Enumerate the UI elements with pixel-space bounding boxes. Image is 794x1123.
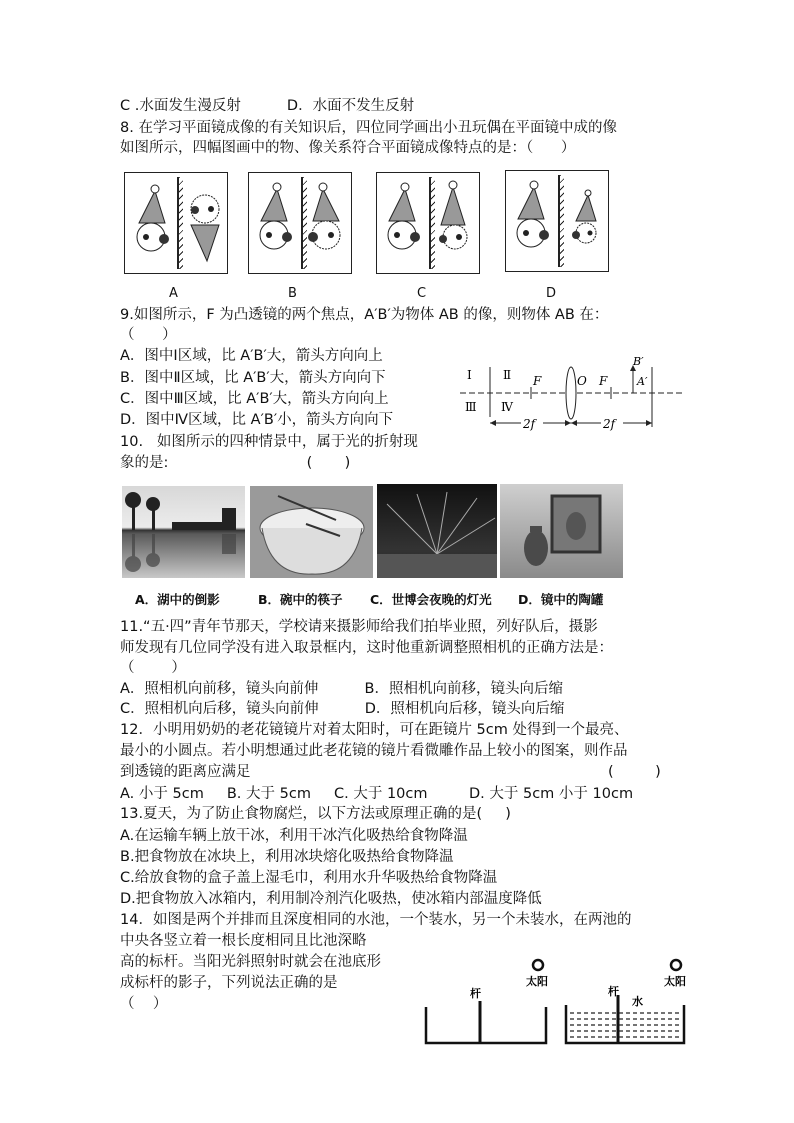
image-base-label: A′ xyxy=(637,375,648,388)
pole-label-right: 杆 xyxy=(608,985,619,998)
caption-a: A．湖中的倒影 xyxy=(135,592,220,607)
q11-stem-line2: 师发现有几位同学没有进入取景框内，这时他重新调整照相机的正确方法是： xyxy=(120,640,613,656)
q8-label-c: C xyxy=(417,286,427,301)
q14-stem-line3: 高的标杆。当阳光斜照射时就会在池底形 xyxy=(120,954,381,970)
q10-stem-line1: 10. 如图所示的四种情景中，属于光的折射现 xyxy=(120,434,418,450)
clown-object-icon xyxy=(137,185,169,251)
twof-right-label: 2f xyxy=(603,417,616,431)
q14-stem-line2: 中央各竖立着一根长度相同且比池深略 xyxy=(120,933,367,949)
q8-label-b: B xyxy=(288,286,297,301)
q8-stem-line2: 如图所示，四幅图画中的物、像关系符合平面镜成像特点的是：（ ） xyxy=(120,140,576,156)
q12-bracket: ( ) xyxy=(608,764,661,780)
q14-stem-line4: 成标杆的影子，下列说法正确的是 xyxy=(120,975,338,991)
q9-stem-line2: （ ） xyxy=(120,327,177,343)
q9-stem-line1: 9.如图所示，F 为凸透镜的两个焦点，A′B′为物体 AB 的像，则物体 AB 在： xyxy=(120,307,609,323)
q13-option-b: B.把食物放在冰块上，利用冰块熔化吸热给食物降温 xyxy=(120,849,454,865)
q12-stem-line3: 到透镜的距离应满足 xyxy=(120,764,251,780)
q9-option-c: C．图中Ⅲ区域，比 A′B′大，箭头方向向上 xyxy=(120,391,389,407)
q13-option-a: A.在运输车辆上放干冰，利用干冰汽化吸热给食物降温 xyxy=(120,828,468,844)
image-top-label: B′ xyxy=(633,355,644,368)
q8-figure-d xyxy=(505,170,609,272)
caption-c: C．世博会夜晚的灯光 xyxy=(370,592,492,607)
sun-label-right: 太阳 xyxy=(664,975,686,988)
q11-stem-line1: 11.“五·四”青年节那天，学校请来摄影师给我们拍毕业照，列好队后，摄影 xyxy=(120,619,598,635)
q13-stem: 13.夏天，为了防止食物腐烂，以下方法或原理正确的是( ) xyxy=(120,806,511,822)
q10-stem-line2: 象的是: ( ) xyxy=(120,455,351,471)
q8-figure-c xyxy=(376,172,480,274)
q8-figure-b xyxy=(248,172,352,274)
q12-stem-line2: 最小的小圆点。若小明想通过此老花镜的镜片看微雕作品上较小的图案，则作品 xyxy=(120,743,628,759)
q8-label-d: D xyxy=(546,286,557,301)
pole-label-left: 杆 xyxy=(470,987,481,1000)
q9-option-b: B．图中Ⅱ区域，比 A′B′大，箭头方向向下 xyxy=(120,370,386,386)
photo-lake-reflection xyxy=(122,486,245,578)
sun-label-left: 太阳 xyxy=(526,975,548,988)
caption-b: B．碗中的筷子 xyxy=(258,592,343,607)
region-3-label: Ⅲ xyxy=(465,400,477,414)
q11-options-cd: C．照相机向后移，镜头向前伸 D．照相机向后移，镜头向后缩 xyxy=(120,701,565,717)
q11-options-ab: A．照相机向前移，镜头向前伸 B．照相机向前移，镜头向后缩 xyxy=(120,681,563,697)
q9-option-d: D．图中Ⅳ区域，比 A′B′小，箭头方向向下 xyxy=(120,412,394,428)
photo-chopsticks-bowl xyxy=(250,486,373,578)
clown-image-icon xyxy=(191,195,219,261)
water-label: 水 xyxy=(632,995,643,1008)
region-1-label: Ⅰ xyxy=(467,368,472,382)
q8-label-a: A xyxy=(169,286,178,301)
focus-right-label: F xyxy=(599,374,608,388)
sun-icon-left xyxy=(533,960,543,970)
q9-lens-diagram xyxy=(455,355,690,435)
photo-expo-lights xyxy=(377,484,497,578)
caption-d: D．镜中的陶罐 xyxy=(518,592,604,607)
twof-left-label: 2f xyxy=(523,417,536,431)
q14-stem-line5: （ ） xyxy=(120,996,168,1012)
q12-options: A. 小于 5cm B. 大于 5cm C. 大于 10cm D. 大于 5cm 小于 10cm xyxy=(120,786,634,802)
q12-stem-line1: 12．小明用奶奶的老花镜镜片对着太阳时，可在距镜片 5cm 处得到一个最亮、 xyxy=(120,722,629,738)
q8-figure-a xyxy=(124,172,228,274)
q8-stem-line1: 8. 在学习平面镜成像的有关知识后，四位同学画出小丑玩偶在平面镜中成的像 xyxy=(120,120,617,136)
q13-option-d: D.把食物放入冰箱内，利用制冷剂汽化吸热，使冰箱内部温度降低 xyxy=(120,891,542,907)
region-4-label: Ⅳ xyxy=(501,400,513,414)
region-2-label: Ⅱ xyxy=(503,368,512,382)
q13-option-c: C.给放食物的盒子盖上湿毛巾，利用水升华吸热给食物降温 xyxy=(120,870,498,886)
q14-pools-diagram xyxy=(420,955,690,1050)
q9-option-a: A．图中Ⅰ区域，比 A′B′大，箭头方向向上 xyxy=(120,348,383,364)
photo-mirror-jar xyxy=(500,484,623,578)
optical-center-label: O xyxy=(577,374,587,388)
q14-stem-line1: 14．如图是两个并排而且深度相同的水池，一个装水，另一个未装水，在两池的 xyxy=(120,912,632,928)
sun-icon-right xyxy=(671,960,681,970)
q7-options: C .水面发生漫反射 D．水面不发生反射 xyxy=(120,98,415,114)
q11-stem-line3: （ ） xyxy=(120,660,186,676)
focus-left-label: F xyxy=(533,374,542,388)
